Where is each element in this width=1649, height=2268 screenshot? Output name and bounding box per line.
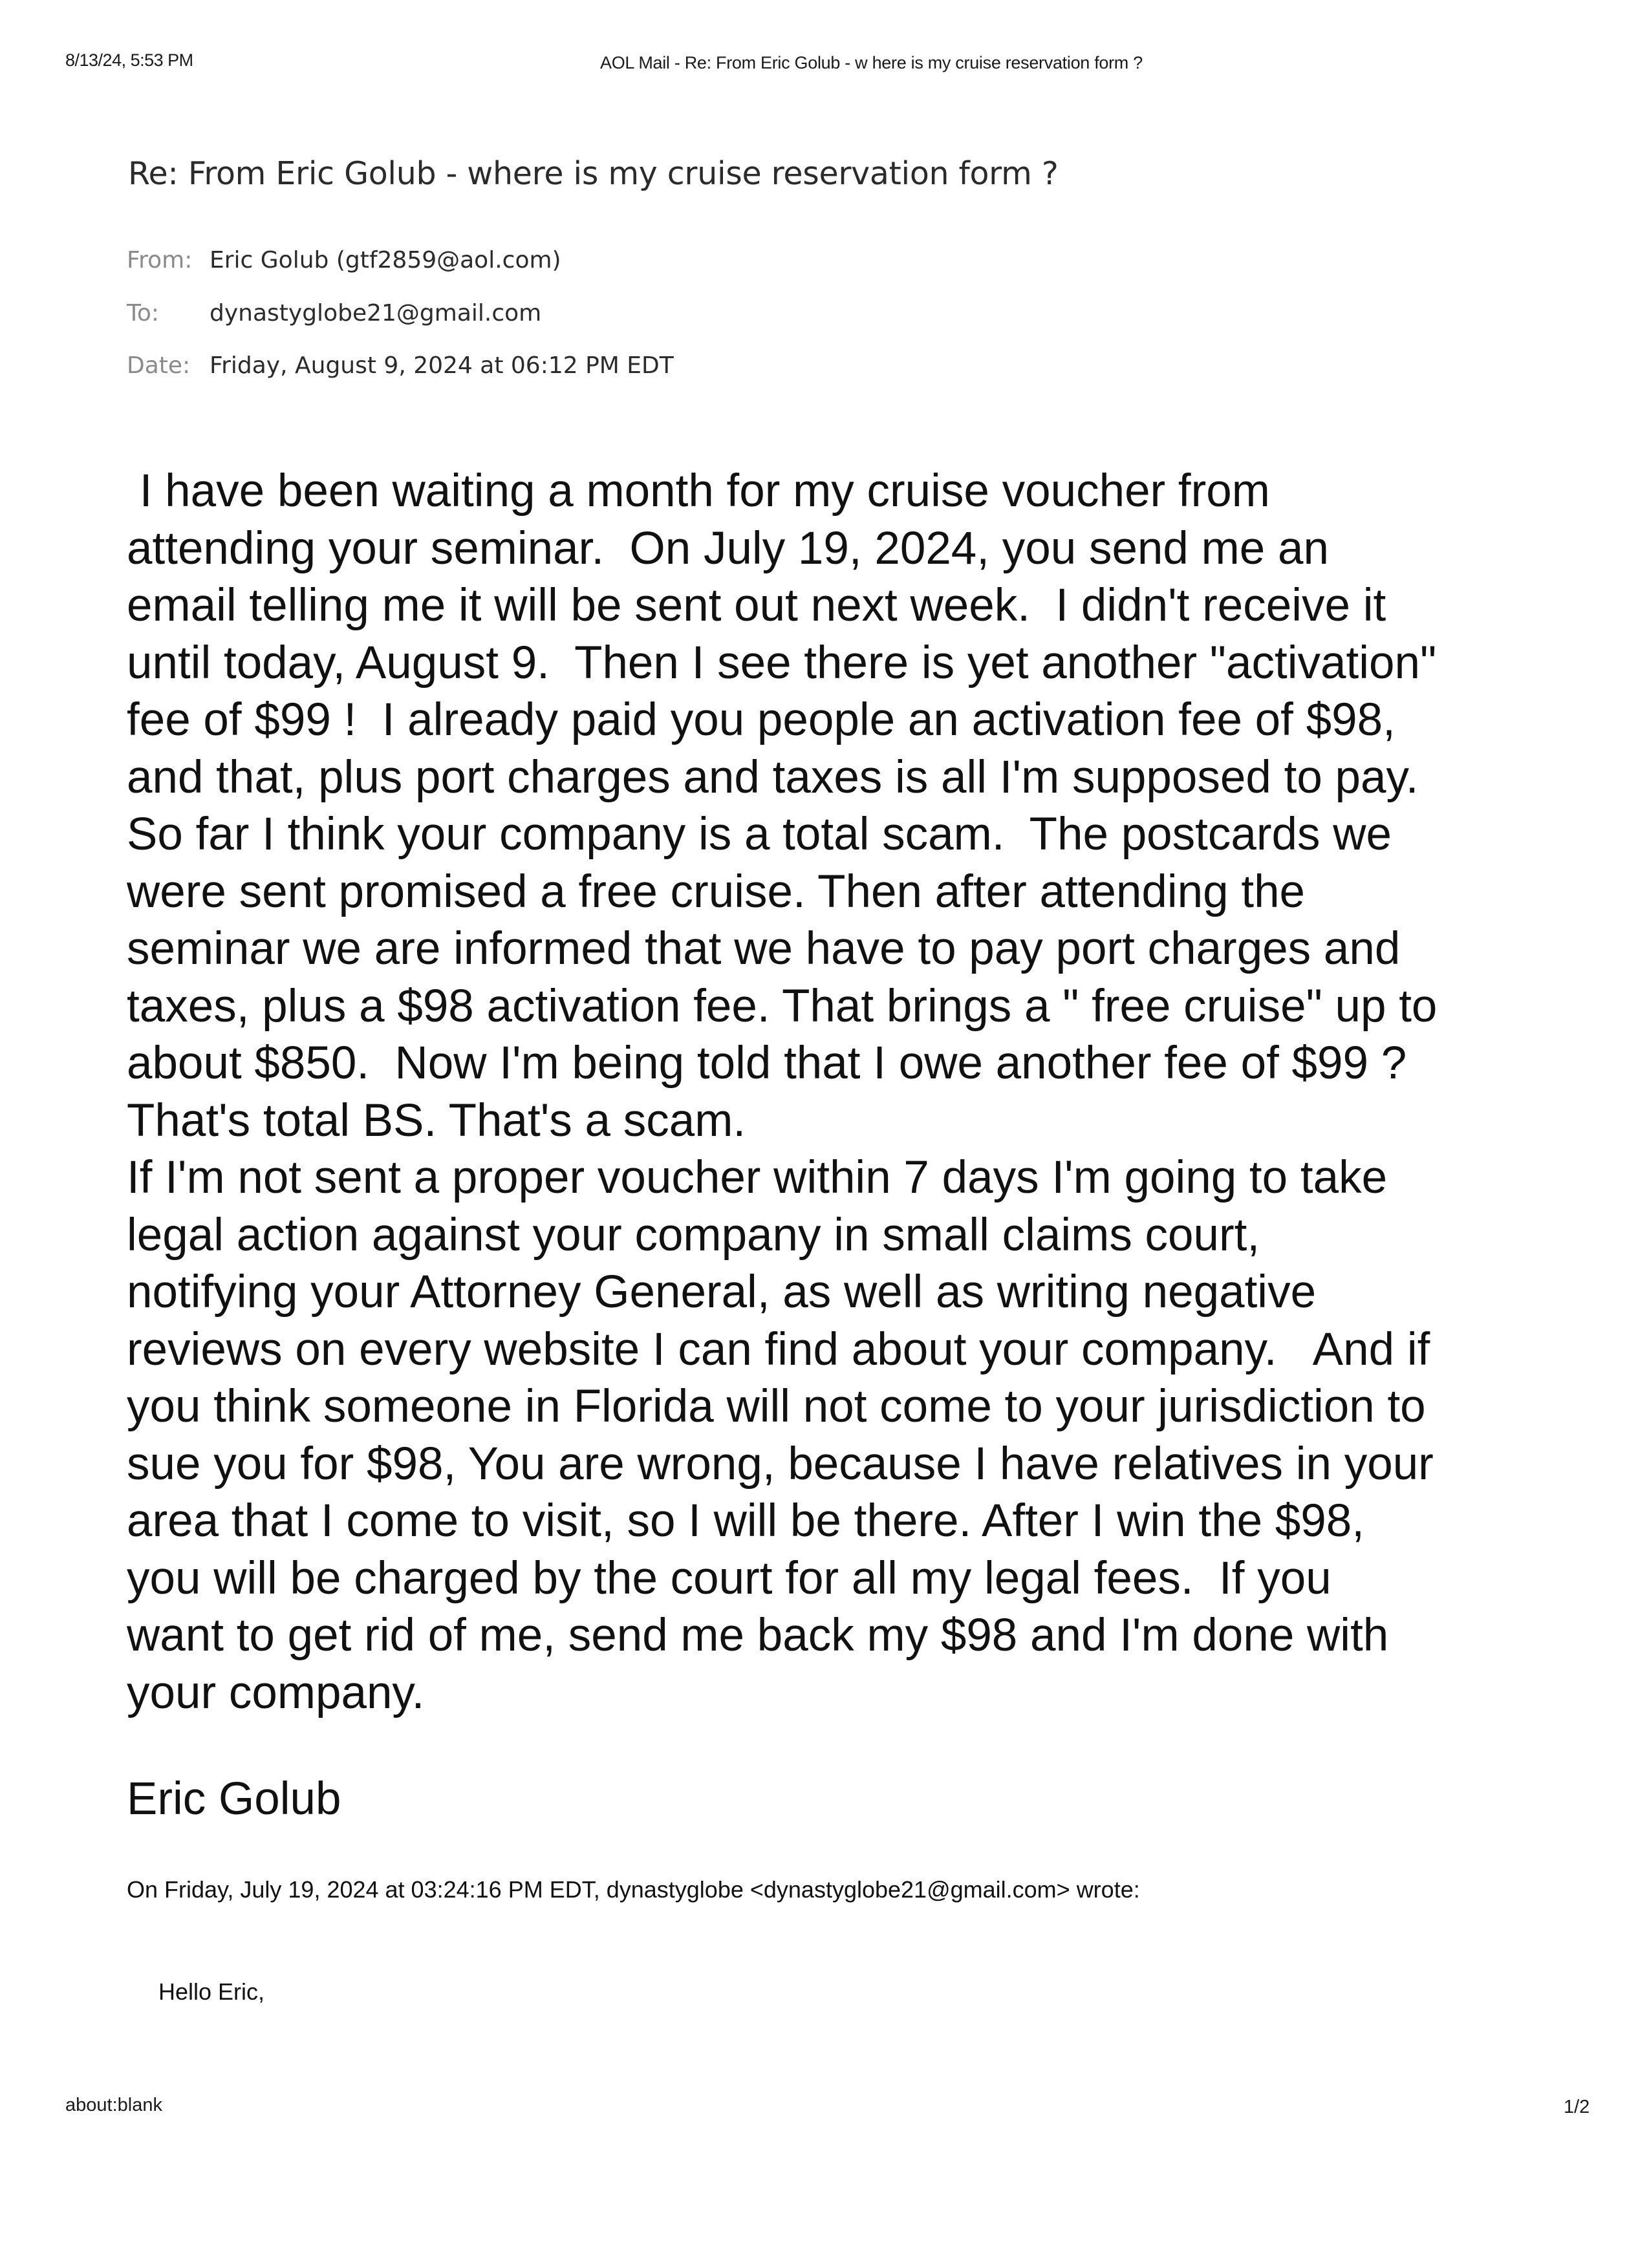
body-line: If I'm not sent a proper voucher within 7 days I'm going to take [127,1152,1388,1203]
to-row [127,300,541,326]
body-line: about $850. Now I'm being told that I owe another fee of $99 ? [127,1038,1407,1089]
to-value[interactable]: dynastyglobe21@gmail.com [210,300,542,326]
body-line: email telling me it will be sent out next week. I didn't receive it [127,580,1386,631]
date-value: Friday, August 9, 2024 at 06:12 PM EDT [210,352,674,379]
body-line: your company. [127,1667,425,1718]
date-label: Date: [127,352,191,379]
from-label: From: [127,247,193,273]
date-row [127,352,674,379]
body-line: That's total BS. That's a scam. [127,1095,746,1146]
email-subject: Re: From Eric Golub - where is my cruise reservation form ? [128,155,1059,192]
from-row [127,247,561,273]
print-url: about:blank [65,2095,162,2115]
body-line: you will be charged by the court for all my legal fees. If you [127,1552,1331,1604]
email-body [127,463,1575,1722]
body-line: were sent promised a free cruise. Then after attending the [127,866,1306,917]
body-line: reviews on every website I can find about your company. And if [127,1323,1430,1375]
body-line: seminar we are informed that we have to pay port charges and [127,923,1401,974]
body-line: taxes, plus a $98 activation fee. That brings a " free cruise" up to [127,980,1438,1032]
email-signature: Eric Golub [127,1773,341,1824]
body-line: and that, plus port charges and taxes is all I'm supposed to pay. [127,751,1419,803]
quoted-message-header: On Friday, July 19, 2024 at 03:24:16 PM EDT, dynastyglobe <dynastyglobe21@gmail.com> wrote: [127,1876,1140,1903]
body-line: fee of $99 ! I already paid you people an activation fee of $98, [127,694,1396,745]
print-datetime: 8/13/24, 5:53 PM [65,50,193,70]
body-line: attending your seminar. On July 19, 2024, you send me an [127,522,1329,574]
print-page-title: AOL Mail - Re: From Eric Golub - w here is my cruise reservation form ? [600,53,1143,72]
to-label: To: [127,300,160,326]
body-line: So far I think your company is a total scam. The postcards we [127,809,1392,860]
body-line: area that I come to visit, so I will be there. After I win the $98, [127,1495,1364,1546]
body-line: I have been waiting a month for my cruise voucher from [127,465,1270,517]
body-line: want to get rid of me, send me back my $98 and I'm done with [127,1610,1389,1661]
body-line: notifying your Attorney General, as well as writing negative [127,1267,1317,1318]
body-line: you think someone in Florida will not come to your jurisdiction to [127,1381,1426,1432]
body-line: sue you for $98, You are wrong, because I have relatives in your [127,1438,1434,1490]
body-line: until today, August 9. Then I see there is yet another "activation" [127,637,1437,689]
from-value[interactable]: Eric Golub (gtf2859@aol.com) [210,247,561,273]
quoted-message-greeting: Hello Eric, [158,1978,265,2005]
print-page-number: 1/2 [1564,2097,1590,2117]
body-line: legal action against your company in small claims court, [127,1209,1260,1261]
